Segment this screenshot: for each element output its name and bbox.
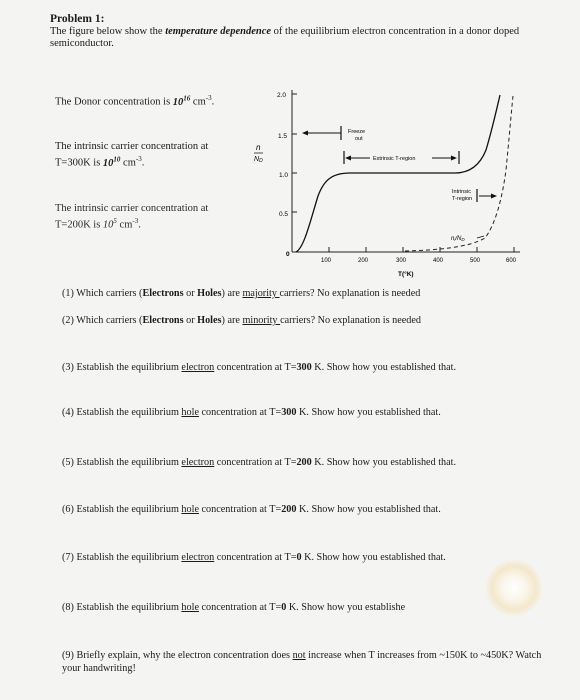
extrinsic-arrowhead-right xyxy=(451,156,457,161)
extrinsic-label: Extrinsic T-region xyxy=(373,156,416,162)
y-label-numerator: n xyxy=(256,143,261,152)
intrinsic-label: Intrinsic xyxy=(452,189,471,195)
question-text: K. Show how you established that. xyxy=(296,504,441,515)
x-tick-label: 300 xyxy=(396,258,407,264)
question-text: Briefly explain, why the electron concentration does xyxy=(76,650,293,661)
ni-200k-prefix: T=200K is xyxy=(55,219,103,231)
question-text: K. Show how you established that. xyxy=(311,457,457,468)
ni-200k xyxy=(55,202,208,232)
ni-200k-line1: The intrinsic carrier concentration at xyxy=(55,203,209,214)
question-text: concentration at T= xyxy=(198,504,282,515)
question-number: (2) xyxy=(62,315,77,326)
freeze-out-label: Freeze xyxy=(348,129,366,135)
question-text: carriers? No explanation is needed xyxy=(279,288,421,299)
question-number: (8) xyxy=(62,602,77,613)
question-text: electron xyxy=(181,362,215,373)
y-label-denominator: ND xyxy=(254,156,263,164)
question-text: Establish the equilibrium xyxy=(76,552,182,563)
ni-300k-prefix: T=300K is xyxy=(55,157,103,169)
x-ticks xyxy=(329,247,514,252)
question-text: 0 xyxy=(281,602,287,613)
ni-300k xyxy=(55,140,208,170)
ni-300k-unit-exponent: -3 xyxy=(135,155,142,163)
question-number: (5) xyxy=(62,457,77,468)
question-text: hole xyxy=(181,407,199,418)
question-text: 200 xyxy=(281,504,297,515)
intro-text-before: The figure below show the xyxy=(50,26,166,37)
x-tick-label: 500 xyxy=(470,258,481,264)
ni-200k-unit-exponent: -3 xyxy=(132,217,139,225)
y-tick-label: 1.5 xyxy=(278,133,288,140)
question-1 xyxy=(62,287,420,300)
ni-300k-value: 10 xyxy=(102,157,114,169)
question-9 xyxy=(62,649,552,675)
question-text: Establish the equilibrium xyxy=(76,457,182,468)
x-tick-label: 200 xyxy=(358,258,369,264)
y-tick-label: 0 xyxy=(286,251,290,258)
question-text: concentration at T= xyxy=(214,552,297,563)
question-text: or xyxy=(183,288,198,299)
question-text: 300 xyxy=(296,362,312,373)
intro-text-after: of the equilibrium electron concentration in a donor doped semiconductor. xyxy=(50,26,520,49)
question-2 xyxy=(62,314,421,327)
question-4 xyxy=(62,406,441,419)
donor-exponent: 16 xyxy=(183,94,191,102)
electron-concentration-curve xyxy=(296,95,500,252)
x-tick-label: 100 xyxy=(321,258,332,264)
question-text: concentration at T= xyxy=(198,407,282,418)
question-text: ) are xyxy=(221,288,243,299)
ni-300k-unit: cm xyxy=(120,157,136,169)
problem-title: Problem 1: xyxy=(50,13,105,25)
question-text: hole xyxy=(181,602,199,613)
x-axis-label: T(°K) xyxy=(398,271,414,278)
ni-200k-value: 10 xyxy=(102,219,114,231)
question-text: majority xyxy=(242,288,280,299)
question-number: (6) xyxy=(62,504,77,515)
problem-intro xyxy=(50,26,560,50)
ni-nd-label: ni/ND xyxy=(451,236,465,242)
donor-label: The Donor concentration is xyxy=(55,96,173,108)
ni-300k-line1: The intrinsic carrier concentration at xyxy=(55,141,209,152)
question-text: 0 xyxy=(296,552,302,563)
question-text: 300 xyxy=(281,407,297,418)
question-text: Electrons xyxy=(142,315,184,326)
ni-300k-exponent: 10 xyxy=(113,155,121,163)
x-tick-label: 400 xyxy=(433,258,444,264)
question-number: (9) xyxy=(62,650,77,661)
intrinsic-arrowhead xyxy=(491,194,497,199)
question-6 xyxy=(62,503,441,516)
temperature-dependence-figure xyxy=(245,82,530,282)
question-number: (1) xyxy=(62,288,77,299)
question-3 xyxy=(62,361,456,374)
question-text: concentration at T= xyxy=(214,362,297,373)
question-7 xyxy=(62,551,446,564)
extrinsic-arrowhead-left xyxy=(345,156,351,161)
ni-300k-line2 xyxy=(55,153,208,170)
question-text: K. Show how you established that. xyxy=(311,362,457,373)
question-text: increase when T increases from ~150K to ~450K? Watch your handwriting! xyxy=(62,650,542,674)
question-text: carriers? No explanation is needed xyxy=(280,315,421,326)
ni-200k-unit: cm xyxy=(116,219,133,231)
freeze-out-label: out xyxy=(355,136,363,142)
intro-emphasis: temperature dependence xyxy=(165,26,272,37)
question-text: not xyxy=(292,650,306,661)
intrinsic-label: T-region xyxy=(452,196,473,202)
question-5 xyxy=(62,456,456,469)
question-text: electron xyxy=(181,457,215,468)
question-text: or xyxy=(183,315,198,326)
ni-300k-period: . xyxy=(141,157,145,169)
light-glare xyxy=(486,560,542,616)
question-text: Which carriers ( xyxy=(76,315,143,326)
ni-nd-pointer xyxy=(477,236,484,238)
question-text: electron xyxy=(181,552,215,563)
question-text: minority xyxy=(242,315,281,326)
question-text: concentration at T= xyxy=(198,602,282,613)
question-text: K. Show how you established that. xyxy=(301,552,446,563)
y-tick-label: 0.5 xyxy=(279,211,289,218)
donor-concentration xyxy=(55,92,214,109)
freeze-out-arrowhead xyxy=(302,131,308,136)
question-text: 200 xyxy=(296,457,312,468)
ni-200k-period: . xyxy=(138,219,141,231)
question-number: (7) xyxy=(62,552,77,563)
question-text: Establish the equilibrium xyxy=(76,407,182,418)
y-tick-label: 1.0 xyxy=(279,172,289,179)
question-text: Holes xyxy=(197,288,222,299)
question-text: Establish the equilibrium xyxy=(76,362,182,373)
question-text: ) are xyxy=(221,315,243,326)
question-text: Holes xyxy=(197,315,222,326)
question-text: Establish the equilibrium xyxy=(76,602,182,613)
question-text: Electrons xyxy=(142,288,184,299)
question-text: Which carriers ( xyxy=(76,288,143,299)
donor-unit: cm xyxy=(190,96,206,108)
donor-period: . xyxy=(211,96,215,108)
question-8 xyxy=(62,601,405,614)
ni-200k-line2 xyxy=(55,215,208,232)
question-number: (3) xyxy=(62,362,77,373)
x-tick-label: 600 xyxy=(506,258,517,264)
question-text: concentration at T= xyxy=(214,457,297,468)
question-text: Establish the equilibrium xyxy=(76,504,182,515)
y-tick-label: 2.0 xyxy=(277,92,287,99)
ni-200k-exponent: 5 xyxy=(113,217,117,225)
question-text: hole xyxy=(181,504,199,515)
question-text: K. Show how you established that. xyxy=(296,407,441,418)
question-text: K. Show how you establishe xyxy=(286,602,406,613)
question-number: (4) xyxy=(62,407,77,418)
donor-unit-exponent: -3 xyxy=(205,94,212,102)
donor-value: 10 xyxy=(172,96,184,108)
